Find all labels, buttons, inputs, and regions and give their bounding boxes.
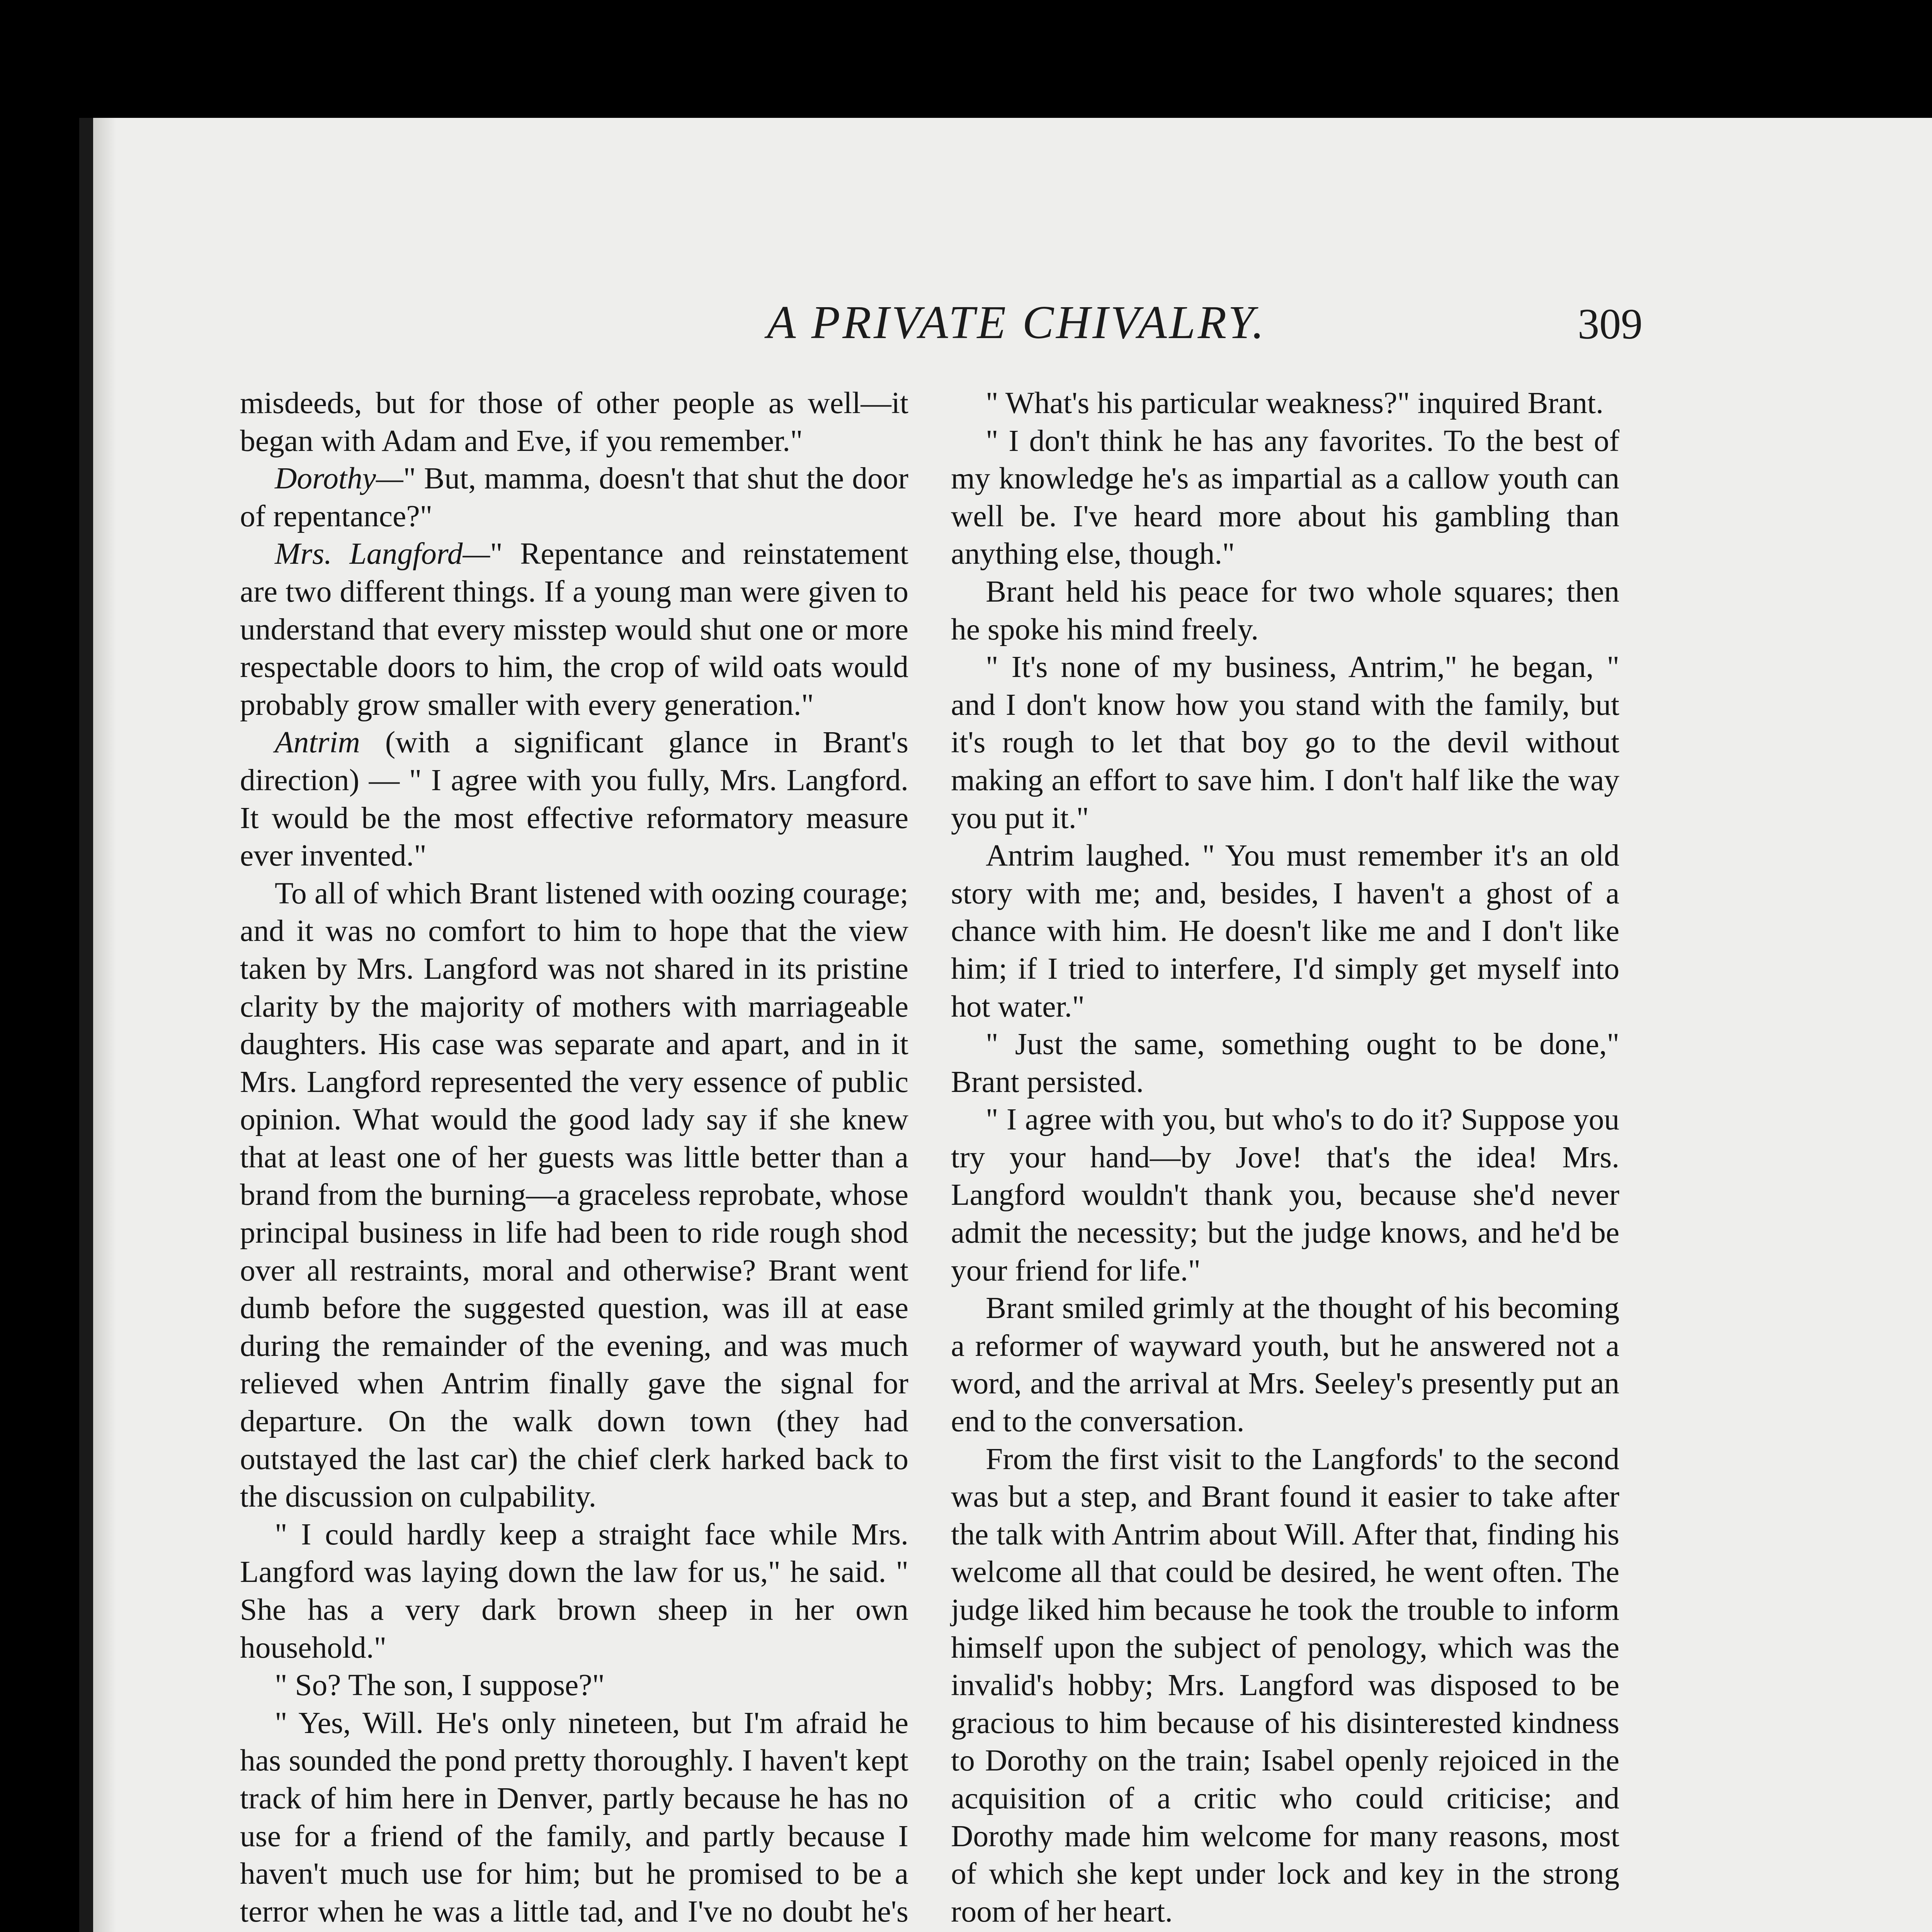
left-column — [240, 384, 908, 1932]
speaker-name: Antrim — [275, 725, 360, 760]
speaker-name: Mrs. Langford— — [275, 537, 490, 571]
paragraph: " So? The son, I suppose?" — [275, 1668, 605, 1702]
paragraph: From the first visit to the Langfords' to the second was but a step, and Brant found it easier to take after the talk with Antrim about Will. After that, finding his welcome all that could be desired, he went often. The judge liked him because he took the trouble to inform himself upon the subject of penology, which was the invalid's hobby; Mrs. Langford was disposed to be gracious to him because of his disinterested kindness to Dorothy on the train; Isabel openly rejoiced in the acquisition of a critic who could criticise; and Dorothy made him welcome for many reasons, most of which she kept under lock and key in the strong room of her heart. — [951, 1442, 1619, 1929]
paragraph: Antrim laughed. " You must remember it's an old story with me; and, besides, I haven't a ghost of a chance with him. He doesn't like me and I don't like him; if I tried to interfere, I'd simply get myself into hot water." — [951, 838, 1619, 1024]
paragraph: Brant smiled grimly at the thought of his becoming a reformer of wayward youth, but he answered not a word, and the arrival at Mrs. Seeley's presently put an end to the conversation. — [951, 1291, 1619, 1439]
right-column — [951, 384, 1619, 1932]
paragraph: Brant held his peace for two whole squares; then he spoke his mind freely. — [951, 574, 1619, 646]
paragraph: " I don't think he has any favorites. To the best of my knowledge he's as impartial as a callow youth can well be. I've heard more about his gambling than anything else, though." — [951, 423, 1619, 571]
page-header — [93, 296, 1932, 357]
paragraph: misdeeds, but for those of other people as well—it began with Adam and Eve, if you remember." — [240, 386, 908, 458]
running-title: A PRIVATE CHIVALRY. — [767, 296, 1267, 349]
paragraph: Dorothy—" But, mamma, doesn't that shut the door of repentance?" — [240, 461, 908, 533]
speaker-name: Dorothy— — [275, 461, 403, 496]
page-number: 309 — [1578, 300, 1643, 348]
binding-shadow — [93, 118, 116, 1932]
paragraph: To all of which Brant listened with oozing courage; and it was no comfort to him to hope that the view taken by Mrs. Langford was not shared in its pristine clarity by the majority of mothers with marriageable daughters. His case was separate and apart, and in it Mrs. Langford represented the very essence of public opinion. What would the good lady say if she knew that at least one of her guests was little better than a brand from the burning—a graceless reprobate, whose principal business in life had been to ride rough shod over all restraints, moral and otherwise? Brant went dumb before the suggested question, was ill at ease during the remainder of the evening, and was much relieved when Antrim finally gave the signal for departure. On the walk down town (they had outstayed the last car) the chief clerk harked back to the discussion on culpability. — [240, 876, 908, 1514]
paragraph: Antrim (with a significant glance in Brant's direction) — " I agree with you fully, Mrs. Langford. It would be the most effective reformatory measure ever invented." — [240, 725, 908, 873]
paragraph: " I could hardly keep a straight face while Mrs. Langford was laying down the law for us," he said. " She has a very dark brown sheep in her own household." — [240, 1517, 908, 1665]
paragraph: " I agree with you, but who's to do it? Suppose you try your hand—by Jove! that's the idea! Mrs. Langford wouldn't thank you, because she'd never admit the necessity; but the judge knows, and he'd be your friend for life." — [951, 1102, 1619, 1287]
paragraph: " What's his particular weakness?" inquired Brant. — [986, 386, 1604, 420]
paragraph: " Yes, Will. He's only nineteen, but I'm afraid he has sounded the pond pretty thoroughly. I haven't kept track of him here in Denver, partly because he has no use for a friend of the family, and partly because I haven't much use for him; but he promised to be a terror when he was a little tad, and I've no doubt he's — [240, 1706, 908, 1929]
paragraph: Mrs. Langford—" Repentance and reinstatement are two different things. If a young man were given to understand that every misstep would shut one or more respectable doors to him, the crop of wild oats would probably grow smaller with every generation." — [240, 537, 908, 722]
paragraph: " Just the same, something ought to be done," Brant persisted. — [951, 1027, 1619, 1099]
paragraph: " It's none of my business, Antrim," he began, " and I don't know how you stand with the family, but it's rough to let that boy go to the devil without making an effort to save him. I don't half like the way you put it." — [951, 650, 1619, 835]
paragraph — [951, 1930, 1619, 1932]
book-page — [79, 118, 1932, 1932]
